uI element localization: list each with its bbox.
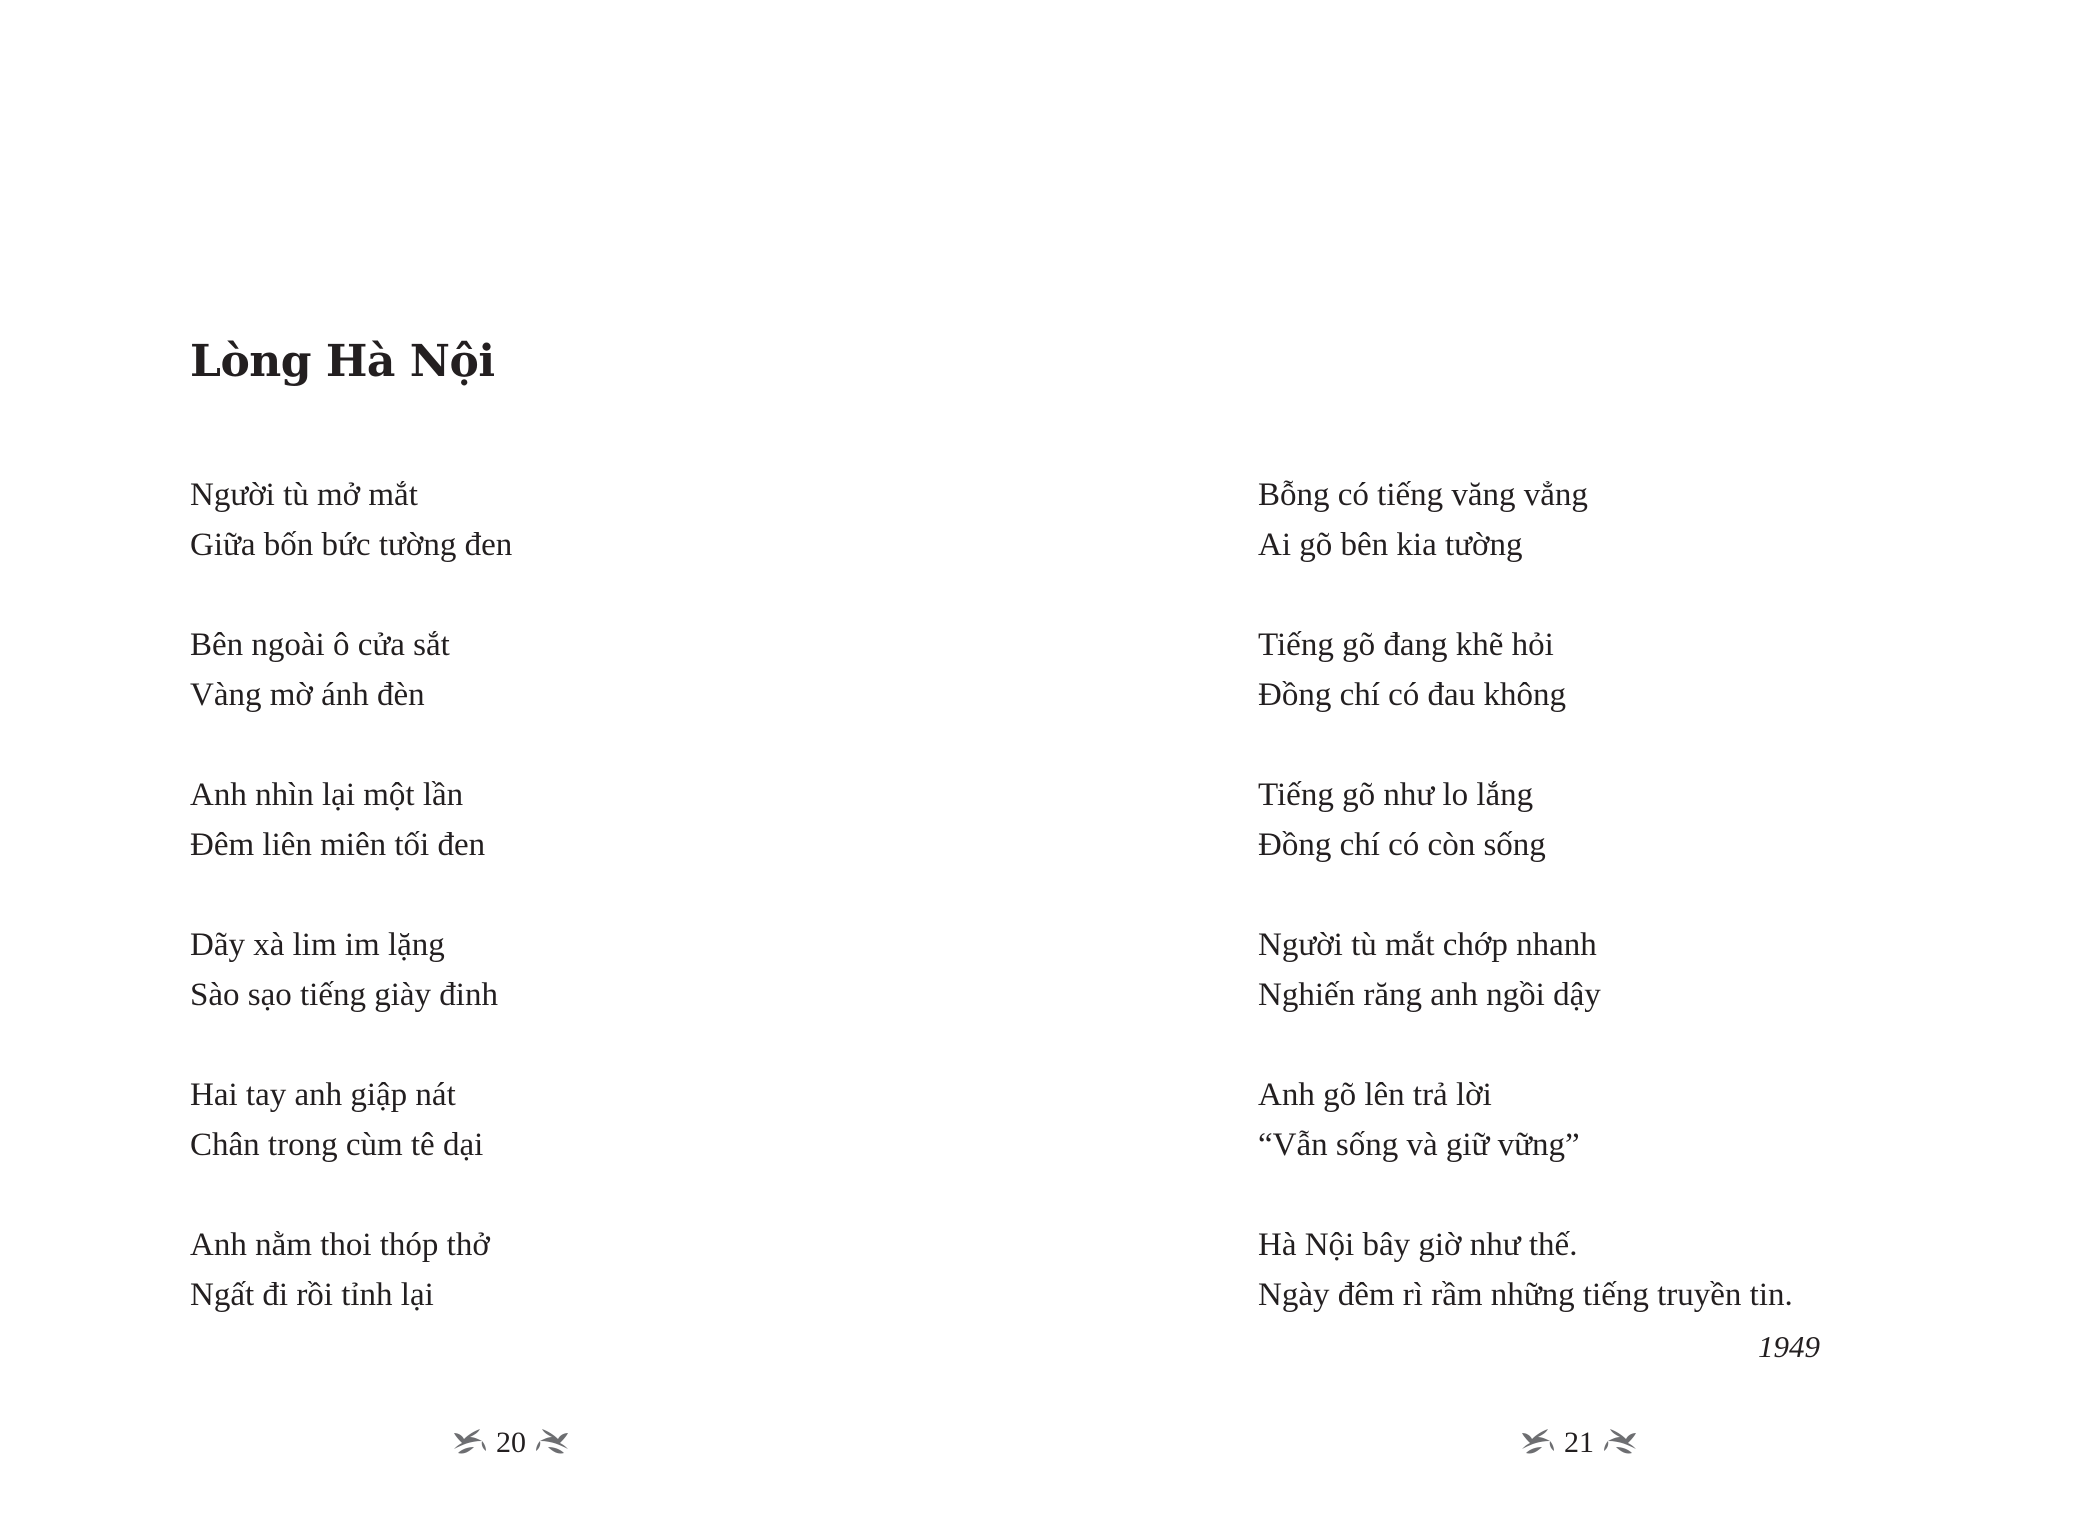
stanza xyxy=(190,470,512,570)
verse-line: Anh nằm thoi thóp thở xyxy=(190,1227,490,1263)
verse-line: Ngất đi rồi tỉnh lại xyxy=(190,1277,434,1313)
right-page xyxy=(1040,0,2079,1528)
verse-line: Vàng mờ ánh đèn xyxy=(190,677,425,713)
leaf-flourish-icon xyxy=(1520,1427,1556,1459)
verse-line: Tiếng gõ đang khẽ hỏi xyxy=(1258,627,1554,663)
left-stanzas xyxy=(190,470,512,1320)
page-number: 21 xyxy=(1564,1426,1594,1459)
poem-date: 1949 xyxy=(1758,1329,1820,1364)
stanza xyxy=(190,1220,512,1320)
verse-line: Bên ngoài ô cửa sắt xyxy=(190,627,450,663)
stanza xyxy=(190,920,512,1020)
stanza xyxy=(1258,920,1793,1020)
right-stanzas xyxy=(1258,470,1793,1320)
stanza xyxy=(1258,1070,1793,1170)
stanza xyxy=(1258,770,1793,870)
verse-line: Người tù mở mắt xyxy=(190,477,418,513)
verse-line: Sào sạo tiếng giày đinh xyxy=(190,977,498,1013)
leaf-flourish-icon xyxy=(1602,1427,1638,1459)
verse-line: Ai gõ bên kia tường xyxy=(1258,527,1523,563)
verse-line: Anh gõ lên trả lời xyxy=(1258,1077,1492,1113)
stanza xyxy=(190,770,512,870)
leaf-flourish-icon xyxy=(534,1427,570,1459)
verse-line: Hà Nội bây giờ như thế. xyxy=(1258,1227,1578,1263)
verse-line: Người tù mắt chớp nhanh xyxy=(1258,927,1597,963)
page-number-footer xyxy=(1520,1421,1638,1465)
verse-line: Đồng chí có còn sống xyxy=(1258,827,1546,863)
verse-line: Ngày đêm rì rầm những tiếng truyền tin. xyxy=(1258,1277,1793,1313)
verse-line: Bỗng có tiếng văng vẳng xyxy=(1258,477,1588,513)
verse-line: Dãy xà lim im lặng xyxy=(190,927,445,963)
verse-line: Giữa bốn bức tường đen xyxy=(190,527,513,563)
stanza xyxy=(190,620,512,720)
verse-line: Nghiến răng anh ngồi dậy xyxy=(1258,977,1601,1013)
stanza xyxy=(190,1070,512,1170)
page-number-footer xyxy=(452,1421,570,1465)
stanza xyxy=(1258,470,1793,570)
verse-line: Hai tay anh giập nát xyxy=(190,1077,456,1113)
leaf-flourish-icon xyxy=(452,1427,488,1459)
page-number: 20 xyxy=(496,1426,526,1459)
verse-line: Chân trong cùm tê dại xyxy=(190,1127,484,1163)
stanza xyxy=(1258,1220,1793,1320)
verse-line: Đồng chí có đau không xyxy=(1258,677,1566,713)
verse-line: Tiếng gõ như lo lắng xyxy=(1258,777,1534,813)
poem-title: Lòng Hà Nội xyxy=(190,336,495,387)
stanza xyxy=(1258,620,1793,720)
verse-line: Đêm liên miên tối đen xyxy=(190,827,486,863)
verse-line: “Vẫn sống và giữ vững” xyxy=(1258,1127,1580,1163)
verse-line: Anh nhìn lại một lần xyxy=(190,777,464,813)
